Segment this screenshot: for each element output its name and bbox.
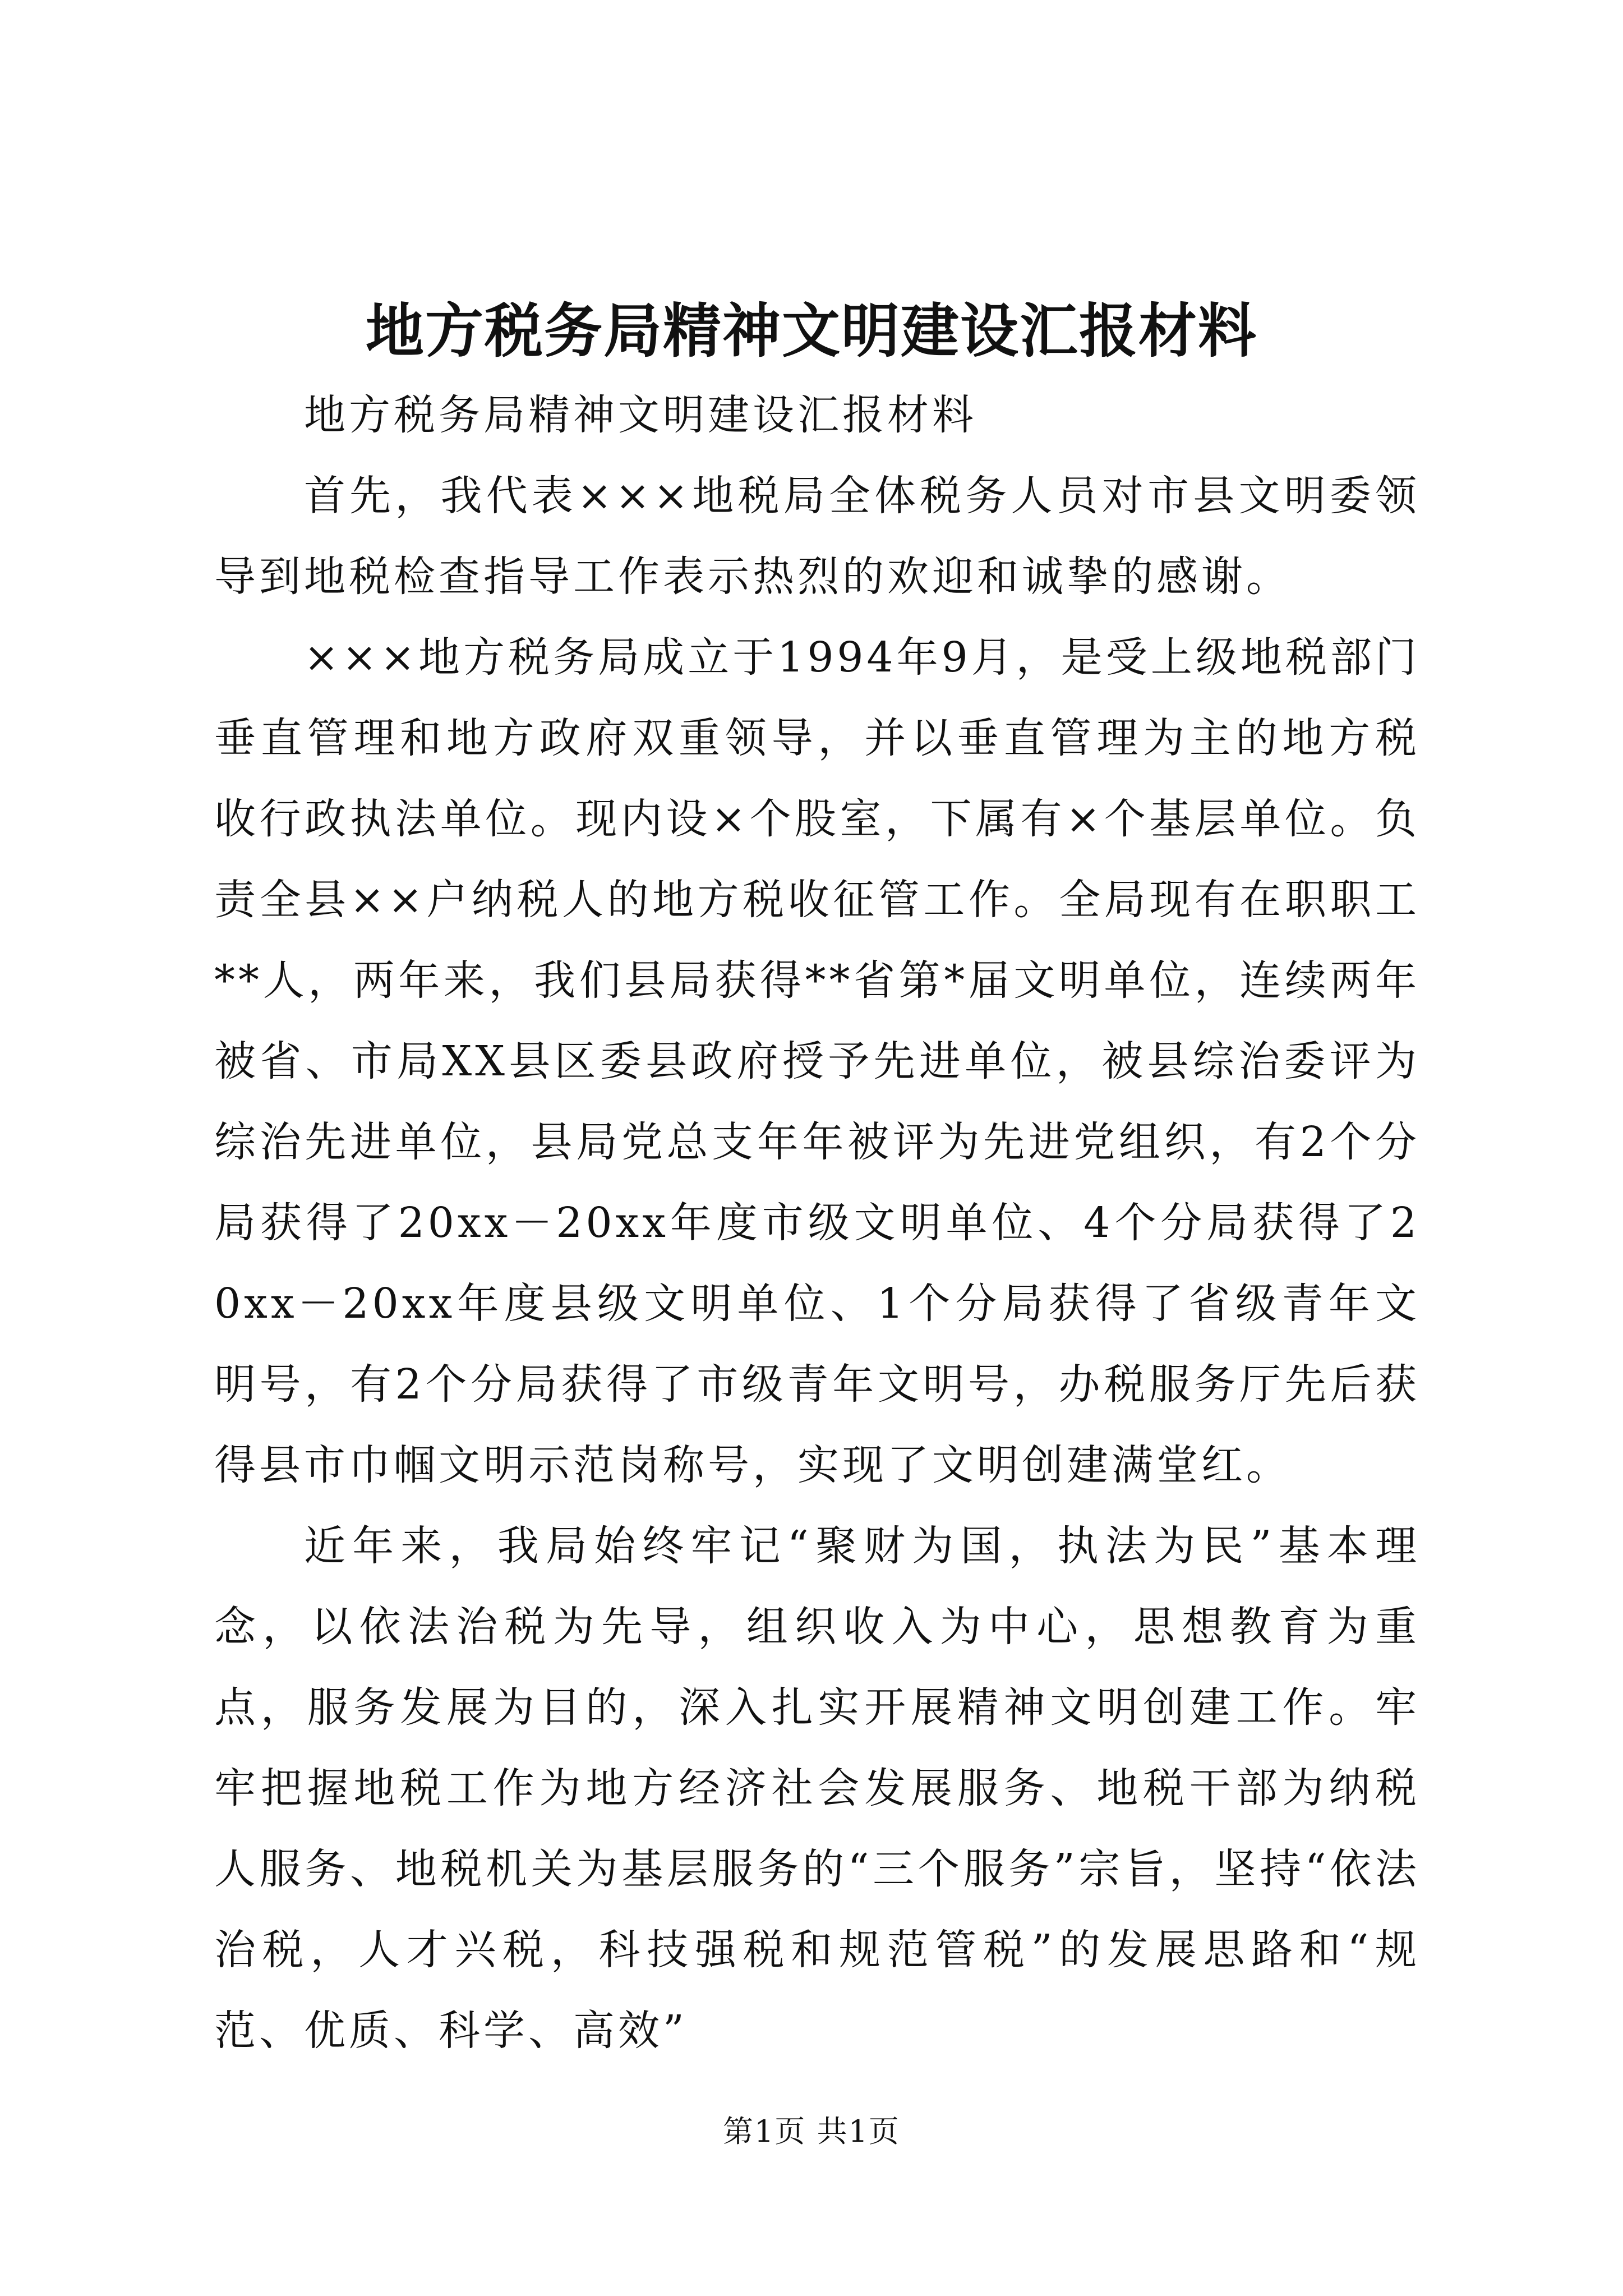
document-title: 地方税务局精神文明建设汇报材料 (365, 296, 1257, 365)
page-footer: 第1页 共1页 (723, 2114, 900, 2149)
paragraph-subtitle: 地方税务局精神文明建设汇报材料 (304, 391, 977, 439)
document-body (214, 375, 1420, 2071)
paragraph-overview: ×××地方税务局成立于1994年9月，是受上级地税部门垂直管理和地方政府双重领导，并以垂直管理为主的地方税收行政执法单位。现内设×个股室，下属有×个基层单位。负责全县××户纳税人的地方税收征管工作。全局现有在职职工**人，两年来，我们县局获得**省第*届文明单位，连续两年被省、市局XX县区委县政府授予先进单位，被县综治委评为综治先进单位，县局党总支年年被评为先进党组织，有2个分局获得了20xx－20xx年度市级文明单位、4个分局获得了20xx－20xx年度县级文明单位、1个分局获得了省级青年文明号，有2个分局获得了市级青年文明号，办税服务厅先后获得县市巾帼文明示范岗称号，实现了文明创建满堂红。 (214, 633, 1420, 1489)
paragraph-greeting: 首先，我代表×××地税局全体税务人员对市县文明委领导到地税检查指导工作表示热烈的欢迎和诚挚的感谢。 (214, 472, 1420, 601)
paragraph-recent-work: 近年来，我局始终牢记“聚财为国，执法为民”基本理念，以依法治税为先导，组织收入为中心，思想教育为重点，服务发展为目的，深入扎实开展精神文明创建工作。牢牢把握地税工作为地方经济社会发展服务、地税干部为纳税人服务、地税机关为基层服务的“三个服务”宗旨，坚持“依法治税，人才兴税，科技强税和规范管税”的发展思路和“规范、优质、科学、高效” (214, 1522, 1420, 2055)
